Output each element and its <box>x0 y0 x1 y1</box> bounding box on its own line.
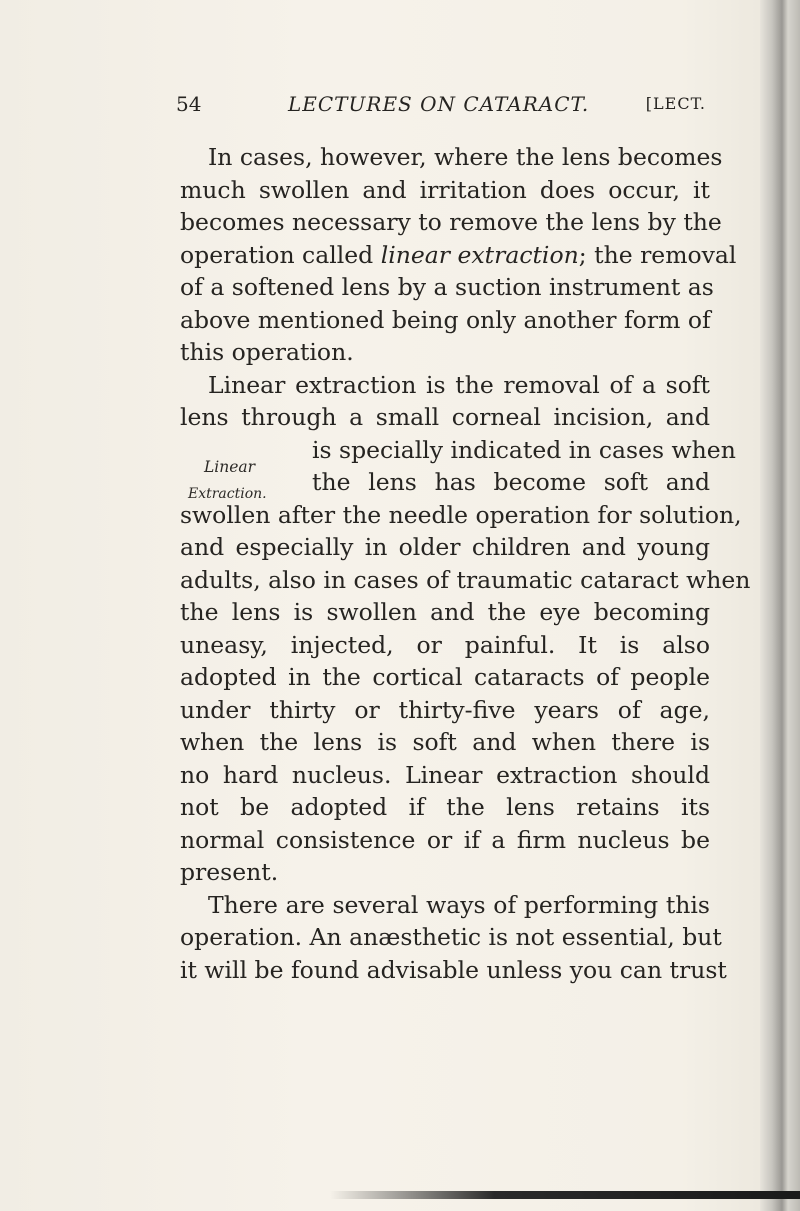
text-line: this operation. <box>180 338 354 366</box>
text-line: swollen after the needle operation for solution, <box>180 500 742 529</box>
text-line: present. <box>180 858 279 886</box>
text-line: normal consistence or if a firm nucleus be <box>180 825 710 854</box>
text-line: operation. An anæsthetic is not essential, but <box>180 923 722 951</box>
text-line: it will be found advisable unless you can trust <box>180 955 727 984</box>
sidenote-linear: Linear <box>204 458 256 476</box>
running-title: LECTURES ON CATARACT. <box>288 92 590 116</box>
text-line <box>180 239 737 272</box>
running-header <box>176 92 706 122</box>
text-line: becomes necessary to remove the lens by the <box>180 208 722 236</box>
text-line: the lens is swollen and the eye becoming <box>180 598 710 626</box>
page-number: 54 <box>176 92 202 116</box>
body-text <box>180 141 751 986</box>
text-line: of a softened lens by a suction instrument as <box>180 273 714 301</box>
text-line: the lens has become soft and <box>312 468 710 496</box>
text-line: under thirty or thirty-five years of age, <box>180 695 710 724</box>
text-line: and especially in older children and young <box>180 533 710 561</box>
text-line: much swollen and irritation does occur, it <box>180 175 710 204</box>
text-line: is specially indicated in cases when <box>312 435 736 464</box>
italic-term: linear extraction <box>380 240 579 269</box>
text-line: lens through a small corneal incision, and <box>180 403 710 431</box>
text-line: adults, also in cases of traumatic cataract when <box>180 565 751 594</box>
text-line: Linear extraction is the removal of a soft <box>208 370 710 399</box>
text-line: not be adopted if the lens retains its <box>180 793 710 821</box>
text-segment: ; the removal <box>578 240 737 269</box>
text-line: when the lens is soft and when there is <box>180 728 710 756</box>
text-line: In cases, however, where the lens becomes <box>208 143 723 171</box>
sidenote-extraction: Extraction. <box>188 486 267 502</box>
text-line: no hard nucleus. Linear extraction should <box>180 760 710 789</box>
text-line: uneasy, injected, or painful. It is also <box>180 630 710 659</box>
text-line: adopted in the cortical cataracts of people <box>180 663 710 691</box>
page-edge-shadow <box>760 0 800 1211</box>
text-line: above mentioned being only another form of <box>180 305 711 334</box>
scan-edge-bar <box>330 1191 800 1199</box>
text-segment: operation called <box>180 240 381 269</box>
text-line: There are several ways of performing this <box>208 890 710 919</box>
section-marker: [LECT. <box>645 94 706 113</box>
